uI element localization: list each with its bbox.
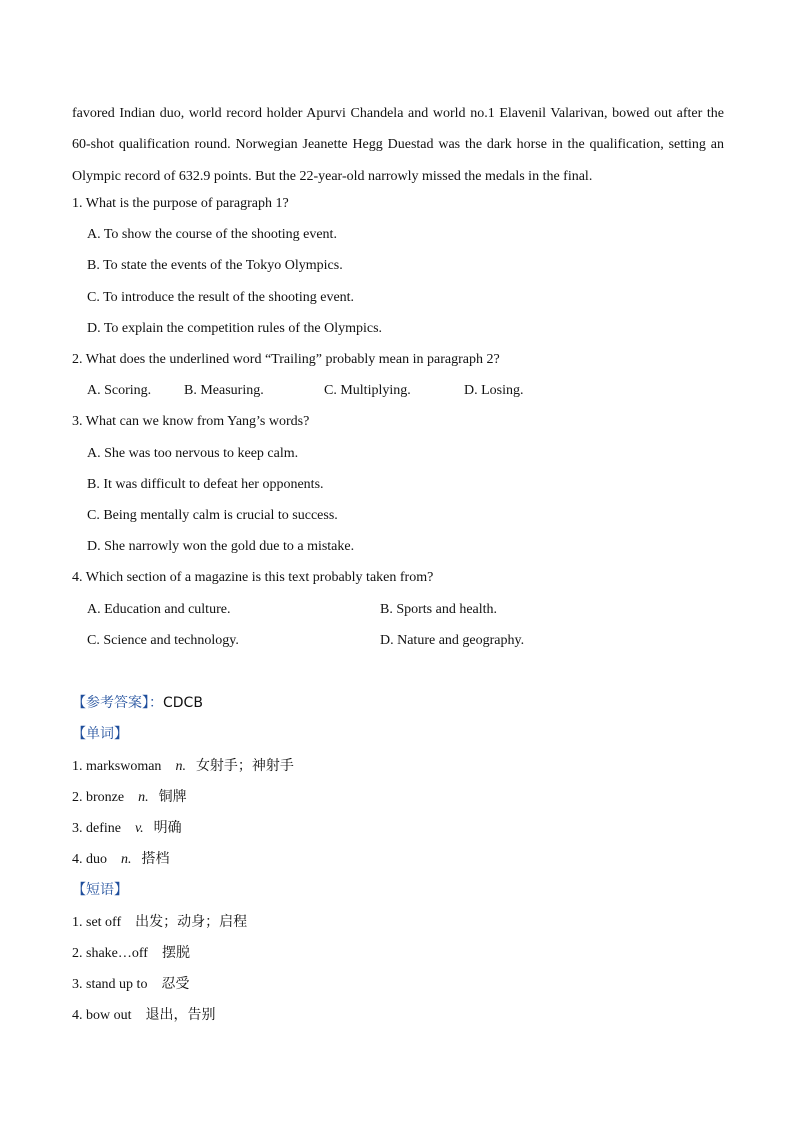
- vocab-word: 1. markswoman: [72, 759, 162, 774]
- question-2-option-a: A. Scoring.: [87, 383, 152, 398]
- phrase-item: [72, 943, 190, 964]
- question-1-stem: 1. What is the purpose of paragraph 1?: [72, 196, 289, 211]
- vocab-heading: 【单词】: [72, 726, 128, 742]
- vocab-meaning: 铜牌: [158, 789, 187, 805]
- answer-key-value: CDCB: [163, 695, 203, 711]
- phrase-item: [72, 974, 189, 995]
- question-1-option-c: C. To introduce the result of the shooting event.: [87, 290, 355, 305]
- phrase-item: [72, 912, 247, 933]
- question-3-option-d: D. She narrowly won the gold due to a mistake.: [87, 539, 355, 554]
- vocab-item: [72, 756, 294, 777]
- vocab-pos: n.: [175, 759, 186, 774]
- vocab-word: 2. bronze: [72, 790, 125, 805]
- question-2-option-d: D. Losing.: [464, 383, 524, 398]
- vocab-word: 4. duo: [72, 852, 107, 867]
- phrase-meaning: 忍受: [161, 976, 190, 992]
- phrase-item: [72, 1005, 216, 1026]
- question-2-stem: 2. What does the underlined word “Trailing” probably mean in paragraph 2?: [72, 352, 500, 367]
- phrase-meaning: 出发；动身；启程: [135, 914, 248, 930]
- question-3-option-c: C. Being mentally calm is crucial to success.: [87, 508, 338, 523]
- vocab-pos: v.: [134, 821, 144, 836]
- reading-passage: [72, 98, 724, 192]
- question-4-option-a: A. Education and culture.: [87, 602, 231, 617]
- vocab-meaning: 搭档: [141, 851, 170, 867]
- vocab-pos: n.: [138, 790, 149, 805]
- question-1-option-a: A. To show the course of the shooting event.: [87, 227, 337, 242]
- phrase-text: 3. stand up to: [72, 977, 148, 992]
- phrase-meaning: 摆脱: [161, 945, 190, 961]
- vocab-item: [72, 787, 187, 808]
- vocab-meaning: 明确: [153, 820, 182, 836]
- question-2-option-c: C. Multiplying.: [324, 383, 411, 398]
- answer-key-label: 【参考答案】：: [72, 695, 163, 711]
- question-3-option-a: A. She was too nervous to keep calm.: [87, 446, 299, 461]
- phrase-text: 1. set off: [72, 915, 122, 930]
- phrase-text: 4. bow out: [72, 1008, 132, 1023]
- vocab-meaning: 女射手；神射手: [195, 758, 294, 774]
- question-4-option-c: C. Science and technology.: [87, 633, 239, 648]
- question-3-option-b: B. It was difficult to defeat her opponents.: [87, 477, 324, 492]
- question-4-stem: 4. Which section of a magazine is this text probably taken from?: [72, 570, 434, 585]
- answer-key: [72, 693, 203, 713]
- passage-paragraph: favored Indian duo, world record holder Apurvi Chandela and world no.1 Elavenil Valarivan, bowed out after the 60-shot qualification round. Norwegian Jeanette Hegg Duestad was the dark horse in the qualification, setting an Olympic record of 632.9 points. But the 22-year-old narrowly missed the medals in the final.: [72, 106, 724, 184]
- vocab-item: [72, 849, 170, 870]
- phrase-meaning: 退出，告别: [145, 1007, 216, 1023]
- question-4-option-d: D. Nature and geography.: [380, 633, 525, 648]
- question-2-option-b: B. Measuring.: [184, 383, 264, 398]
- vocab-word: 3. define: [72, 821, 121, 836]
- question-1-option-b: B. To state the events of the Tokyo Olympics.: [87, 258, 343, 273]
- vocab-pos: n.: [121, 852, 132, 867]
- phrase-text: 2. shake…off: [72, 946, 148, 961]
- phrases-heading: 【短语】: [72, 882, 128, 898]
- question-4-option-b: B. Sports and health.: [380, 602, 498, 617]
- question-3-stem: 3. What can we know from Yang’s words?: [72, 414, 310, 429]
- question-1-option-d: D. To explain the competition rules of the Olympics.: [87, 321, 383, 336]
- vocab-item: [72, 818, 182, 839]
